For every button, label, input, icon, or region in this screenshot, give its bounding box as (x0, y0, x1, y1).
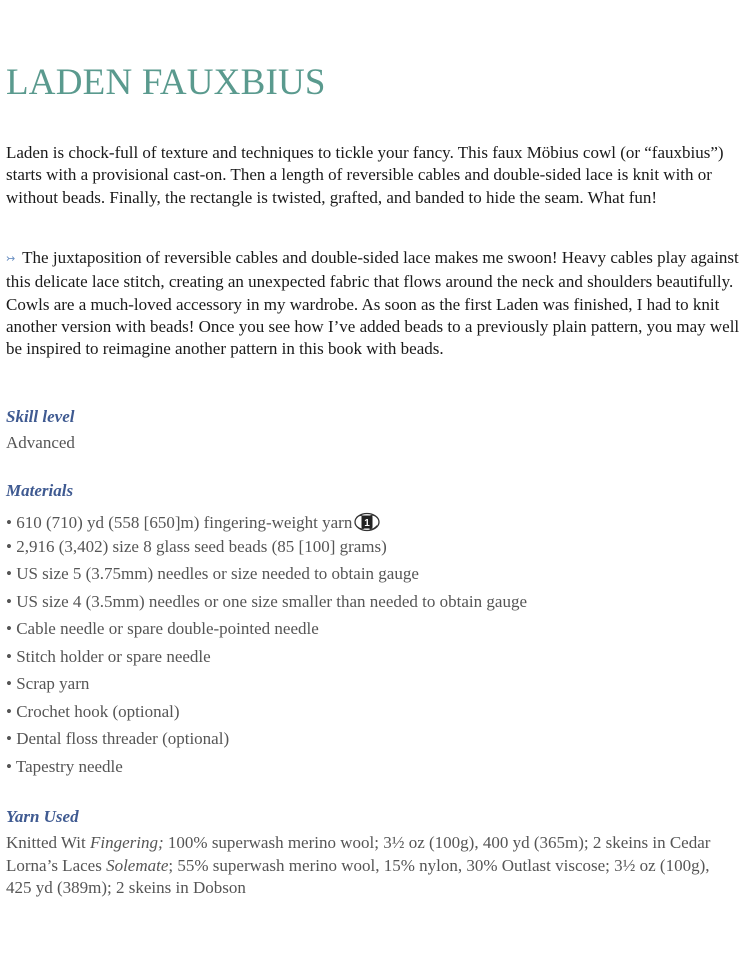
materials-item-yarn (6, 508, 527, 536)
materials-item-text: Scrap yarn (16, 674, 90, 693)
yarn-name: Solemate (106, 855, 169, 875)
materials-item-tapestry-needle (6, 756, 527, 784)
bullet: • (6, 701, 12, 721)
yarn-brand: Lorna’s Laces (6, 855, 107, 875)
materials-item-text: Dental floss threader (optional) (16, 729, 230, 748)
materials-item-text: Cable needle or spare double-pointed needle (16, 619, 319, 638)
materials-item-beads (6, 536, 527, 564)
materials-item-text: US size 4 (3.5mm) needles or one size smaller than needed to obtain gauge (16, 591, 527, 611)
yarn-details: ; 55% superwash merino wool, 15% nylon, 30% Outlast viscose; 3½ oz (100g), 425 yd (389m); 2 skeins in Dobson (6, 855, 710, 897)
materials-item-text: US size 5 (3.75mm) needles or size needed to obtain gauge (16, 564, 419, 583)
yarn-name: Fingering; (90, 833, 164, 852)
intro-paragraph: Laden is chock-full of texture and techniques to tickle your fancy. This faux Möbius cowl (or “fauxbius”) starts with a provisional cast-on. Then a length of reversible cables and double-sided lace is knit with or without beads. Finally, the rectangle is twisted, grafted, and banded to hide the seam. What fun! (6, 143, 724, 207)
materials-item-text: Crochet hook (optional) (16, 701, 180, 721)
materials-item-crochet-hook (6, 701, 527, 729)
yarn-used-heading: Yarn Used (6, 807, 79, 826)
arrow-icon: ↣ (6, 252, 16, 265)
skill-level-heading: Skill level (6, 407, 75, 426)
materials-item-text: 2,916 (3,402) size 8 glass seed beads (85 [100] grams) (16, 536, 387, 556)
bullet: • (6, 674, 12, 693)
designer-note-paragraph (6, 247, 742, 360)
yarn-brand: Knitted Wit (6, 833, 90, 852)
yarn-weight-icon (354, 512, 380, 532)
skill-level-value: Advanced (6, 433, 75, 452)
bullet: • (6, 756, 12, 776)
materials-heading: Materials (6, 481, 74, 500)
bullet: • (6, 646, 12, 666)
bullet: • (6, 729, 12, 748)
yarn-weight-number: 1 (364, 518, 371, 530)
bullet: • (6, 513, 12, 532)
yarn-entry-knitted-wit (6, 832, 736, 855)
materials-item-scrap-yarn (6, 673, 527, 701)
bullet: • (6, 591, 12, 611)
materials-item-needles-main (6, 563, 527, 591)
materials-item-text: 610 (710) yd (558 [650]m) fingering-weight yarn (16, 513, 353, 532)
materials-item-text: Tapestry needle (15, 756, 123, 776)
materials-item-needles-small (6, 591, 527, 619)
yarn-entry-lornas-laces (6, 855, 736, 900)
materials-item-floss-threader (6, 728, 527, 756)
materials-list (6, 508, 527, 783)
bullet: • (6, 619, 12, 638)
materials-item-cable-needle (6, 618, 527, 646)
page-title: LADEN FAUXBIUS (6, 62, 326, 103)
materials-item-text: Stitch holder or spare needle (16, 646, 211, 666)
yarn-details: 100% superwash merino wool; 3½ oz (100g), 400 yd (365m); 2 skeins in Cedar (163, 833, 711, 852)
yarn-used-list (6, 832, 736, 900)
materials-item-stitch-holder (6, 646, 527, 674)
bullet: • (6, 536, 12, 556)
designer-note-text: The juxtaposition of reversible cables and double-sided lace makes me swoon! Heavy cables play against this delicate lace stitch, creating an unexpected fabric that flows around the neck and shoulders beautifully. Cowls are a much-loved accessory in my wardrobe. As soon as the first Laden was finished, I had to knit another version with beads! Once you see how I’ve added beads to a previously plain pattern, you may well be inspired to reimagine another pattern in this book with beads. (6, 248, 740, 359)
bullet: • (6, 564, 12, 583)
